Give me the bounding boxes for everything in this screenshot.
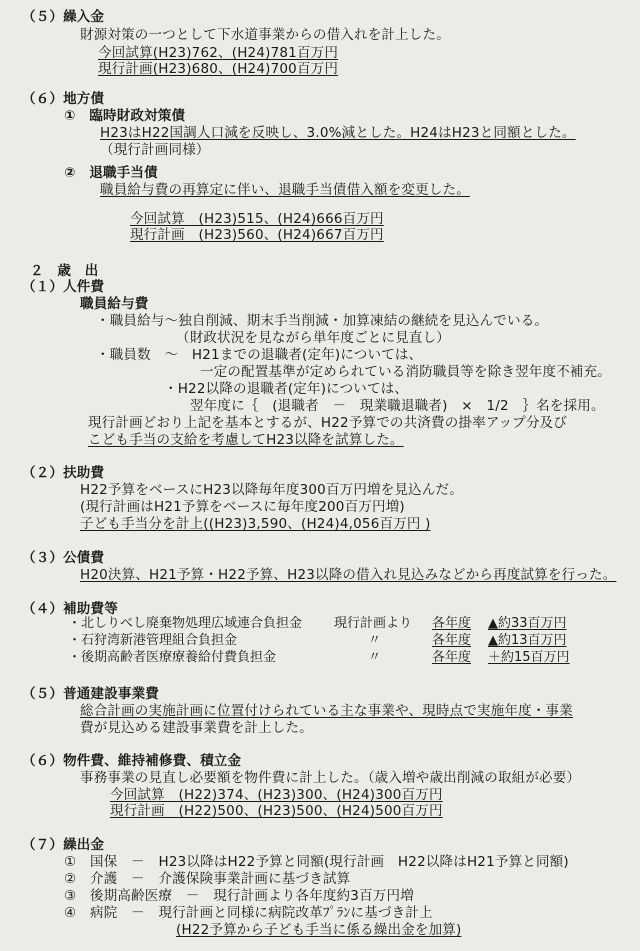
subsidy-basis: 〃	[368, 633, 382, 648]
text-line: (現行計画はH21予算をベースに毎年度200百万円増)	[80, 499, 405, 515]
current-trial-values: 今回試算 (H22)374、(H23)300、(H24)300百万円	[110, 787, 443, 803]
current-trial-values: 今回試算(H23)762、(H24)781百万円	[98, 45, 339, 61]
subsidy-name: ・石狩湾新港管理組合負担金	[68, 633, 238, 648]
text-line: ・H22以降の退職者(定年)については、	[164, 381, 409, 397]
subsidy-name: ・後期高齢者医療療養給付費負担金	[68, 650, 277, 665]
text-line: 一定の配置基準が定められている消防職員等を除き翌年度不補充。	[200, 364, 611, 380]
text-line: ・職員給与～独自削減、期末手当削減・加算凍結の継続を見込んでいる。	[96, 313, 549, 329]
current-plan-values: 現行計画 (H23)560、(H24)667百万円	[130, 227, 384, 243]
section-heading-construction: （５）普通建設事業費	[22, 686, 159, 702]
text-line: 子ども手当分を計上((H23)3,590、(H24)4,056百万円 )	[80, 516, 431, 532]
current-trial-values: 今回試算 (H23)515、(H24)666百万円	[130, 211, 384, 227]
text-line: ・職員数 ～ H21までの退職者(定年)については、	[96, 347, 423, 363]
section-heading-local-bonds: （６）地方債	[22, 91, 105, 107]
subheading-staff-salary: 職員給与費	[80, 296, 149, 312]
section-heading-goods-maintenance: （６）物件費、維持補修費、積立金	[22, 753, 242, 769]
text-line: 財源対策の一つとして下水道事業からの借入れを計上した。	[80, 27, 450, 43]
text-line: （現行計画同様）	[100, 142, 210, 158]
subheading-retirement-bonds: ② 退職手当債	[64, 165, 158, 181]
list-item-note: (H22予算から子ども手当に係る繰出金を加算)	[176, 922, 462, 938]
section-heading-assistance: （２）扶助費	[22, 465, 105, 481]
subsidy-name: ・北しりべし廃棄物処理広域連合負担金	[68, 616, 303, 631]
text-line: こども手当の支給を考慮してH23以降を試算した。	[88, 432, 404, 448]
section-heading-personnel: （１）人件費	[22, 279, 105, 295]
list-item: ④ 病院 － 現行計画と同様に病院改革ﾌﾟﾗﾝに基づき計上	[64, 905, 433, 921]
text-line: H22予算をベースにH23以降毎年度300百万円増を見込んだ。	[80, 482, 463, 498]
text-line: H23はH22国調人口減を反映し、3.0%減とした。H24はH23と同額とした。	[100, 125, 576, 141]
subsidy-period: 各年度	[432, 616, 472, 631]
text-line: H20決算、H21予算・H22予算、H23以降の借入れ見込みなどから再度試算を行った。	[80, 567, 617, 583]
subsidy-basis: 現行計画より	[334, 616, 413, 631]
list-item: ③ 後期高齢医療 － 現行計画より各年度約3百万円増	[64, 888, 414, 904]
subsidy-period: 各年度	[432, 650, 472, 665]
text-line: 現行計画どおり上記を基本とするが、H22予算での共済費の掛率アップ分及び	[88, 415, 568, 431]
list-item: ① 国保 － H23以降はH22予算と同額(現行計画 H22以降はH21予算と同額)	[64, 854, 569, 870]
subsidy-basis: 〃	[368, 650, 382, 665]
subsidy-amount: ▲約33百万円	[488, 616, 567, 631]
current-plan-values: 現行計画 (H22)500、(H23)500、(H24)500百万円	[110, 803, 443, 819]
text-line: 費が見込める建設事業費を計上した。	[80, 720, 313, 736]
text-line: 翌年度に｛ (退職者 － 現業職退職者) × 1/2 ｝名を採用。	[190, 398, 605, 414]
list-item: ② 介護 － 介護保険事業計画に基づき試算	[64, 871, 351, 887]
chapter-heading-expenditure: ２ 歳 出	[30, 263, 99, 279]
text-line: 総合計画の実施計画に位置付けられている主な事業や、現時点で実施年度・事業	[80, 703, 573, 719]
section-heading-transfers-out: （７）繰出金	[22, 837, 105, 853]
text-line: 事務事業の見直し必要額を物件費に計上した。（歳入増や歳出削減の取組が必要）	[80, 770, 581, 786]
section-heading-subsidies: （４）補助費等	[22, 601, 118, 617]
subsidy-amount: ▲約13百万円	[488, 633, 567, 648]
subsidy-period: 各年度	[432, 633, 472, 648]
current-plan-values: 現行計画(H23)680、(H24)700百万円	[98, 61, 339, 77]
subsidy-amount: ＋約15百万円	[488, 650, 570, 665]
subheading-rinji-zaisei: ① 臨時財政対策債	[64, 108, 186, 124]
text-line: 職員給与費の再算定に伴い、退職手当債借入額を変更した。	[100, 182, 470, 198]
section-heading-transfers-in: （５）繰入金	[22, 9, 105, 25]
text-line: （財政状況を見ながら単年度ごとに見直し）	[176, 330, 450, 346]
section-heading-debt-service: （３）公債費	[22, 550, 105, 566]
